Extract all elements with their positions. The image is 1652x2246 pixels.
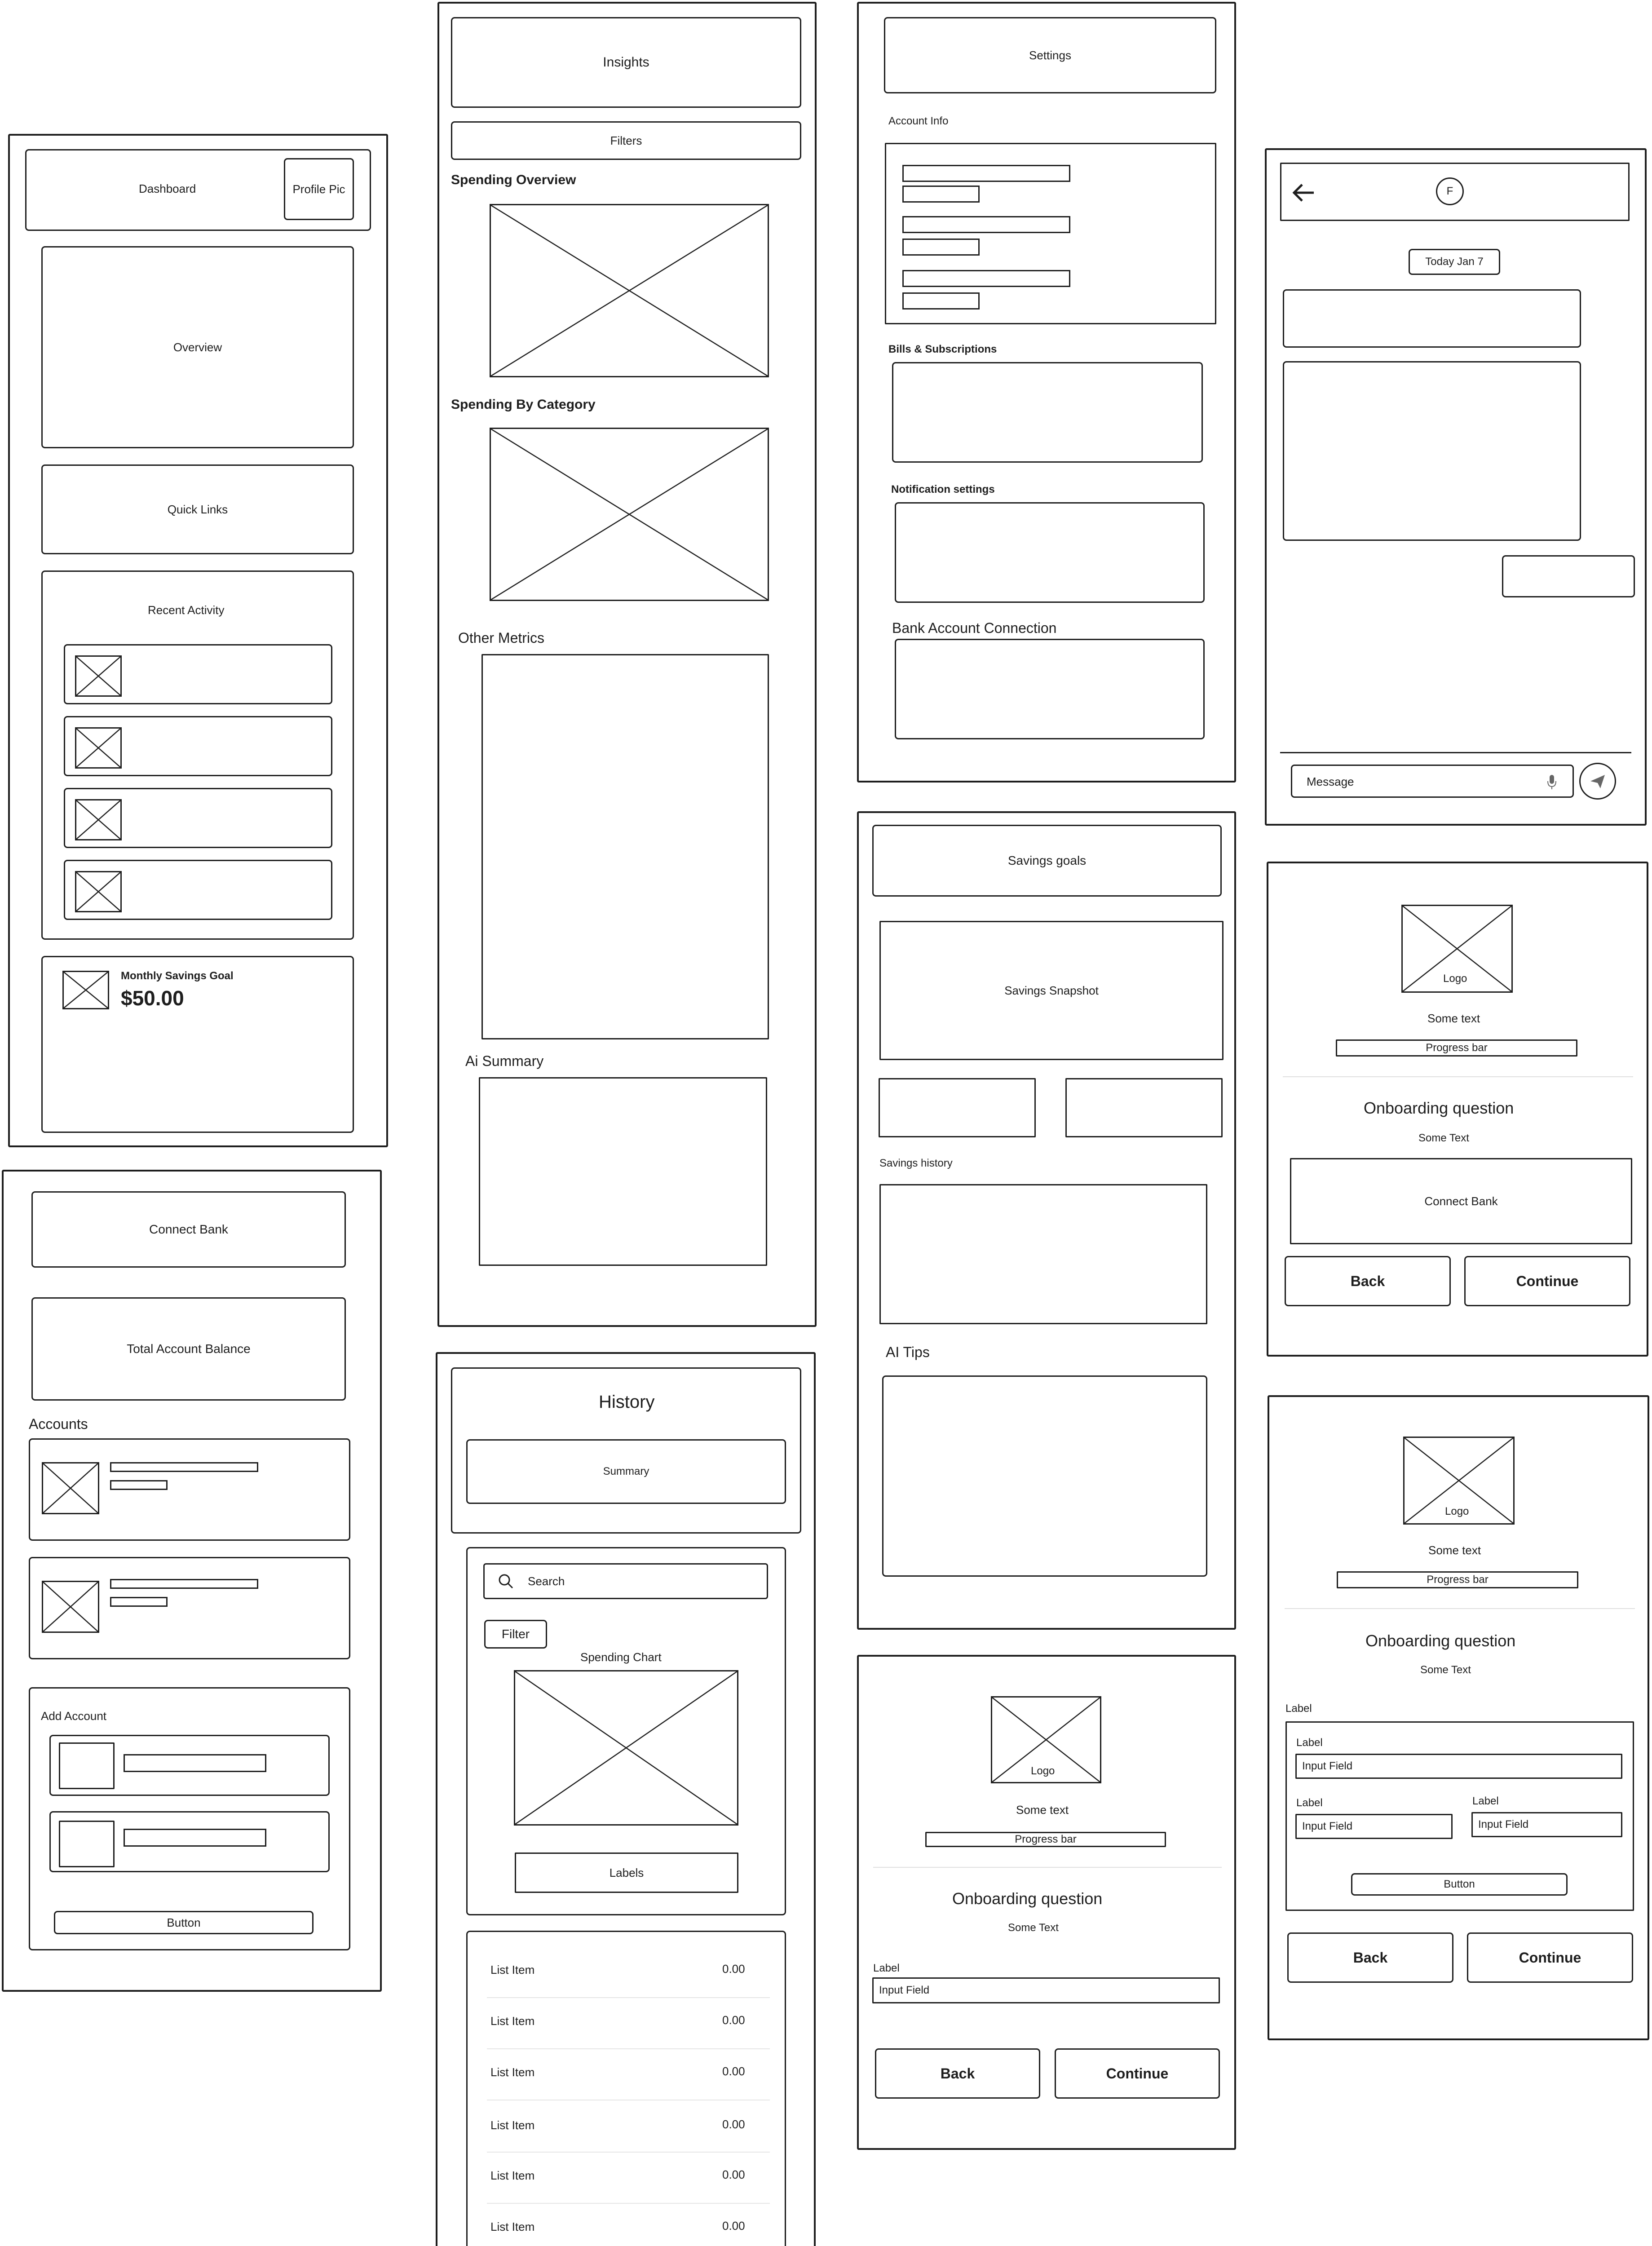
input-field[interactable]: Input Field: [1295, 1754, 1622, 1779]
summary-label: Summary: [603, 1465, 649, 1477]
list-item-value: 0.00: [722, 2219, 745, 2233]
chat-bubble-outgoing: [1502, 555, 1635, 597]
field-label: Label: [1472, 1795, 1499, 1807]
composer-divider: [1280, 752, 1631, 753]
bills-heading: Bills & Subscriptions: [888, 343, 997, 355]
image-placeholder-icon: [75, 871, 122, 912]
text-line: [110, 1579, 258, 1589]
connect-bank-label: Connect Bank: [149, 1222, 228, 1236]
chat-bubble-incoming: [1283, 289, 1581, 348]
progress-bar-label: Progress bar: [1426, 1042, 1488, 1054]
image-placeholder-icon: [42, 1581, 99, 1633]
image-placeholder-icon: [62, 971, 109, 1009]
text-line: [902, 292, 980, 309]
logo-placeholder: [991, 1696, 1101, 1783]
history-list: [466, 1931, 786, 2246]
search-placeholder: Search: [528, 1574, 565, 1588]
onboarding-question: Onboarding question: [1364, 1099, 1514, 1117]
summary-card[interactable]: [466, 1439, 786, 1504]
logo-label: Logo: [1441, 973, 1469, 985]
onboarding-subtext: Some Text: [1418, 1132, 1469, 1144]
form-group-label: Label: [1285, 1702, 1312, 1715]
image-placeholder-icon: [75, 655, 122, 697]
overview-card[interactable]: [41, 246, 354, 448]
bank-connection-heading: Bank Account Connection: [892, 620, 1057, 636]
back-label: Back: [940, 2065, 975, 2082]
continue-label: Continue: [1106, 2065, 1169, 2082]
avatar-initial: F: [1446, 185, 1453, 197]
field-label: Label: [1296, 1737, 1323, 1749]
field-label: Label: [1296, 1797, 1323, 1809]
some-text: Some text: [1427, 1012, 1480, 1025]
connect-bank-button[interactable]: [31, 1191, 346, 1268]
section-divider: [873, 1867, 1222, 1868]
savings-stat-card: [879, 1078, 1036, 1137]
message-input[interactable]: [1291, 765, 1574, 798]
text-line: [902, 216, 1070, 233]
text-line: [902, 270, 1070, 287]
list-item-value: 0.00: [722, 2013, 745, 2027]
list-item-label[interactable]: List Item: [490, 2118, 535, 2132]
connect-bank-option[interactable]: [1290, 1158, 1632, 1244]
savings-snapshot-label: Savings Snapshot: [1004, 983, 1099, 997]
onboarding-question: Onboarding question: [952, 1889, 1103, 1908]
add-account-title: Add Account: [41, 1709, 106, 1723]
total-balance-label: Total Account Balance: [127, 1342, 251, 1356]
other-metrics-panel: [481, 654, 769, 1039]
quick-links-card[interactable]: [41, 464, 354, 554]
text-line: [902, 239, 980, 256]
text-line: [902, 186, 980, 203]
monthly-goal-label: Monthly Savings Goal: [121, 970, 234, 982]
back-button[interactable]: [875, 2048, 1040, 2099]
back-button[interactable]: [1285, 1256, 1451, 1306]
spending-by-category-heading: Spending By Category: [451, 397, 596, 412]
spending-category-chart-placeholder: [490, 428, 769, 601]
overview-label: Overview: [173, 340, 222, 354]
chat-bubble-incoming: [1283, 361, 1581, 541]
account-info-panel: [885, 143, 1216, 324]
recent-activity-title: Recent Activity: [148, 603, 225, 617]
other-metrics-heading: Other Metrics: [458, 630, 545, 646]
total-balance-card: [31, 1297, 346, 1401]
add-account-button-label: Button: [167, 1915, 201, 1929]
list-item-label[interactable]: List Item: [490, 1963, 535, 1976]
activity-item[interactable]: [64, 860, 332, 920]
ai-summary-heading: Ai Summary: [465, 1053, 544, 1069]
continue-button[interactable]: [1055, 2048, 1220, 2099]
form-button-label: Button: [1444, 1878, 1475, 1890]
input-label: Label: [873, 1962, 900, 1974]
account-item[interactable]: [29, 1557, 350, 1659]
settings-title: Settings: [1029, 48, 1071, 62]
ai-summary-panel: [479, 1077, 767, 1266]
send-button[interactable]: [1579, 763, 1616, 800]
filters-label: Filters: [610, 133, 642, 147]
list-item-value: 0.00: [722, 1962, 745, 1976]
history-title: History: [599, 1392, 655, 1412]
section-divider: [1283, 1076, 1633, 1077]
continue-label: Continue: [1516, 1273, 1579, 1289]
list-item-label[interactable]: List Item: [490, 2065, 535, 2079]
list-item-label[interactable]: List Item: [490, 2014, 535, 2028]
savings-history-panel: [879, 1184, 1207, 1324]
continue-button[interactable]: [1464, 1256, 1630, 1306]
add-account-option[interactable]: [49, 1811, 330, 1872]
option-thumbnail: [59, 1742, 115, 1789]
ai-tips-heading: AI Tips: [886, 1344, 930, 1360]
bills-panel: [892, 362, 1203, 463]
add-account-option[interactable]: [49, 1735, 330, 1796]
logo-placeholder: [1401, 905, 1513, 993]
continue-button[interactable]: [1467, 1932, 1633, 1983]
list-divider: [487, 2152, 770, 2153]
image-placeholder-icon: [75, 799, 122, 840]
monthly-goal-value: $50.00: [121, 986, 184, 1010]
some-text: Some text: [1428, 1543, 1481, 1557]
logo-label: Logo: [1443, 1505, 1471, 1518]
back-button[interactable]: [1287, 1932, 1453, 1983]
image-placeholder-icon: [75, 727, 122, 769]
date-chip-label: Today Jan 7: [1425, 256, 1484, 268]
notifications-heading: Notification settings: [891, 483, 995, 495]
onboarding-question: Onboarding question: [1365, 1631, 1516, 1650]
progress-bar: [1336, 1039, 1577, 1057]
some-text: Some text: [1016, 1803, 1069, 1817]
text-line: [124, 1829, 266, 1847]
search-input[interactable]: [483, 1563, 768, 1599]
option-thumbnail: [59, 1821, 115, 1867]
list-divider: [487, 1997, 770, 1998]
spending-overview-chart-placeholder: [490, 204, 769, 377]
profile-pic-label: Profile Pic: [292, 182, 345, 196]
microphone-icon[interactable]: [1546, 774, 1557, 790]
form-button[interactable]: [1351, 1873, 1568, 1896]
section-divider: [1285, 1608, 1635, 1609]
progress-bar-label: Progress bar: [1427, 1574, 1489, 1586]
profile-pic-button[interactable]: [284, 158, 354, 220]
spending-chart-title: Spending Chart: [580, 1650, 662, 1664]
chat-header: [1280, 163, 1630, 221]
logo-label: Logo: [1029, 1765, 1056, 1777]
account-info-heading: Account Info: [888, 115, 949, 127]
onboarding-subtext: Some Text: [1008, 1922, 1059, 1934]
text-line: [110, 1480, 168, 1490]
account-item[interactable]: [29, 1438, 350, 1541]
list-item-label[interactable]: List Item: [490, 2169, 535, 2182]
progress-bar: [925, 1832, 1166, 1847]
bank-connection-panel: [895, 639, 1205, 739]
send-icon: [1589, 772, 1607, 790]
filters-button[interactable]: [451, 121, 801, 160]
spending-overview-heading: Spending Overview: [451, 172, 576, 187]
activity-item[interactable]: [64, 716, 332, 776]
monthly-savings-card[interactable]: [41, 956, 354, 1133]
settings-header: [884, 17, 1216, 93]
activity-item[interactable]: [64, 788, 332, 848]
input-field[interactable]: Input Field: [1295, 1814, 1453, 1839]
activity-item[interactable]: [64, 644, 332, 704]
dashboard-title: Dashboard: [139, 182, 196, 195]
quick-links-label: Quick Links: [167, 502, 228, 516]
filter-label: Filter: [501, 1627, 530, 1641]
list-item-label[interactable]: List Item: [490, 2220, 535, 2233]
progress-bar: [1337, 1571, 1578, 1588]
add-account-button[interactable]: [54, 1911, 314, 1934]
insights-title: Insights: [603, 55, 649, 70]
notifications-panel: [895, 502, 1205, 603]
insights-header: [451, 17, 801, 108]
input-field[interactable]: Input Field: [1471, 1812, 1622, 1837]
savings-snapshot-card: [879, 921, 1224, 1060]
savings-header: [872, 825, 1222, 897]
connect-bank-option-label: Connect Bank: [1424, 1194, 1498, 1208]
list-divider: [487, 2048, 770, 2049]
ai-tips-panel: [882, 1375, 1207, 1577]
list-item-value: 0.00: [722, 2065, 745, 2078]
text-line: [110, 1462, 258, 1472]
filter-button[interactable]: [484, 1620, 547, 1649]
text-line: [124, 1754, 266, 1772]
list-item-value: 0.00: [722, 2118, 745, 2131]
savings-stat-card: [1065, 1078, 1223, 1137]
search-icon: [497, 1573, 515, 1591]
continue-label: Continue: [1519, 1949, 1581, 1966]
savings-history-heading: Savings history: [879, 1157, 953, 1169]
input-field[interactable]: Input Field: [872, 1977, 1220, 2003]
onboarding-subtext: Some Text: [1420, 1664, 1471, 1676]
labels-label: Labels: [609, 1866, 644, 1879]
progress-bar-label: Progress bar: [1015, 1833, 1077, 1845]
text-line: [110, 1597, 168, 1607]
message-placeholder: Message: [1307, 775, 1354, 788]
image-placeholder-icon: [42, 1462, 99, 1514]
back-label: Back: [1353, 1949, 1388, 1966]
back-label: Back: [1350, 1273, 1385, 1289]
text-line: [902, 165, 1070, 182]
contact-avatar[interactable]: [1436, 177, 1464, 205]
list-item-value: 0.00: [722, 2168, 745, 2181]
accounts-heading: Accounts: [29, 1416, 88, 1432]
labels-button[interactable]: [515, 1853, 738, 1893]
savings-title: Savings goals: [1007, 853, 1087, 867]
spending-chart-placeholder: [514, 1670, 738, 1826]
logo-placeholder: [1403, 1437, 1515, 1525]
back-arrow-icon[interactable]: [1292, 183, 1316, 203]
list-divider: [487, 2203, 770, 2204]
date-chip: [1409, 249, 1500, 275]
